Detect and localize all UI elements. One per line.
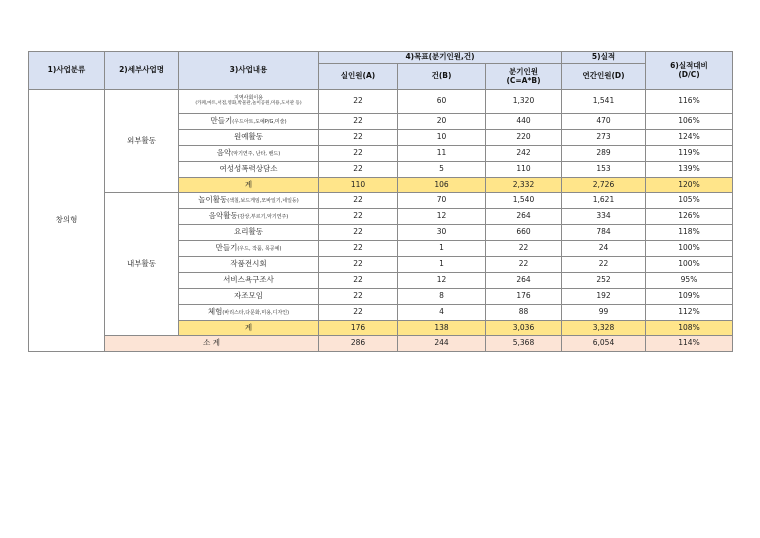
value-cell-ratio: 116% bbox=[646, 90, 733, 114]
value-cell-d: 1,621 bbox=[562, 193, 646, 209]
content-note: (감상,부르기,악기연주) bbox=[237, 214, 289, 221]
content-cell bbox=[179, 289, 319, 305]
value-cell-c: 242 bbox=[486, 146, 562, 162]
value-cell-a: 22 bbox=[319, 225, 398, 241]
value-cell-d: 252 bbox=[562, 273, 646, 289]
value-cell-a: 22 bbox=[319, 90, 398, 114]
value-cell-c: 88 bbox=[486, 305, 562, 321]
value-cell-d: 1,541 bbox=[562, 90, 646, 114]
value-cell-c: 264 bbox=[486, 209, 562, 225]
subtotal-value-a: 176 bbox=[319, 321, 398, 336]
subtotal-value-b: 138 bbox=[398, 321, 486, 336]
subtotal-value-ratio: 108% bbox=[646, 321, 733, 336]
header-ratio-label: 6)실적대비 bbox=[670, 60, 708, 70]
value-cell-c: 22 bbox=[486, 257, 562, 273]
value-cell-b: 12 bbox=[398, 273, 486, 289]
header-count: 건(B) bbox=[398, 64, 486, 90]
table-row bbox=[29, 193, 733, 209]
value-cell-ratio: 112% bbox=[646, 305, 733, 321]
value-cell-d: 192 bbox=[562, 289, 646, 305]
table-row bbox=[29, 90, 733, 114]
content-main: 원예활동 bbox=[234, 132, 263, 142]
subtotal-value-a: 110 bbox=[319, 178, 398, 193]
value-cell-a: 22 bbox=[319, 241, 398, 257]
value-cell-b: 8 bbox=[398, 289, 486, 305]
value-cell-d: 24 bbox=[562, 241, 646, 257]
performance-table bbox=[28, 51, 733, 352]
value-cell-c: 176 bbox=[486, 289, 562, 305]
header-quarter-persons bbox=[486, 64, 562, 90]
value-cell-ratio: 139% bbox=[646, 162, 733, 178]
subtotal-value-c: 2,332 bbox=[486, 178, 562, 193]
value-cell-a: 22 bbox=[319, 193, 398, 209]
content-cell bbox=[179, 146, 319, 162]
value-cell-c: 440 bbox=[486, 114, 562, 130]
content-cell bbox=[179, 130, 319, 146]
subtotal-value-c: 3,036 bbox=[486, 321, 562, 336]
subtotal-value-d: 2,726 bbox=[562, 178, 646, 193]
content-cell bbox=[179, 225, 319, 241]
value-cell-ratio: 100% bbox=[646, 241, 733, 257]
value-cell-c: 1,540 bbox=[486, 193, 562, 209]
content-main: 여성성폭력상담소 bbox=[219, 164, 278, 174]
value-cell-ratio: 105% bbox=[646, 193, 733, 209]
content-cell bbox=[179, 162, 319, 178]
content-main: 만들기 bbox=[215, 243, 238, 253]
value-cell-a: 22 bbox=[319, 209, 398, 225]
content-main: 서비스욕구조사 bbox=[223, 275, 274, 285]
header-target-group: 4)목표(분기인원,건) bbox=[319, 52, 562, 64]
content-note: (카페,마트,서점,영화,박물관,놀이공원,미용,도서관 등) bbox=[195, 101, 302, 107]
value-cell-d: 470 bbox=[562, 114, 646, 130]
value-cell-d: 784 bbox=[562, 225, 646, 241]
content-main: 체험 bbox=[207, 307, 223, 317]
value-cell-ratio: 119% bbox=[646, 146, 733, 162]
grand-total-label: 소 계 bbox=[105, 336, 319, 352]
value-cell-b: 1 bbox=[398, 257, 486, 273]
value-cell-b: 11 bbox=[398, 146, 486, 162]
value-cell-d: 22 bbox=[562, 257, 646, 273]
grand-total-value-ratio: 114% bbox=[646, 336, 733, 352]
subtotal-label: 계 bbox=[179, 321, 319, 336]
value-cell-c: 1,320 bbox=[486, 90, 562, 114]
value-cell-d: 153 bbox=[562, 162, 646, 178]
value-cell-d: 334 bbox=[562, 209, 646, 225]
value-cell-ratio: 106% bbox=[646, 114, 733, 130]
content-main: 작품전시회 bbox=[230, 259, 267, 269]
value-cell-d: 273 bbox=[562, 130, 646, 146]
value-cell-ratio: 118% bbox=[646, 225, 733, 241]
value-cell-c: 22 bbox=[486, 241, 562, 257]
value-cell-a: 22 bbox=[319, 289, 398, 305]
value-cell-b: 12 bbox=[398, 209, 486, 225]
header-ratio bbox=[646, 52, 733, 90]
header-actual-group: 5)실적 bbox=[562, 52, 646, 64]
content-cell bbox=[179, 90, 319, 114]
header-sub-category: 2)세부사업명 bbox=[105, 52, 179, 90]
content-cell bbox=[179, 193, 319, 209]
content-main: 지역사회이용 bbox=[234, 94, 263, 101]
sub-category-cell: 내부활동 bbox=[105, 193, 179, 336]
value-cell-d: 99 bbox=[562, 305, 646, 321]
content-cell bbox=[179, 305, 319, 321]
value-cell-c: 264 bbox=[486, 273, 562, 289]
value-cell-d: 289 bbox=[562, 146, 646, 162]
value-cell-a: 22 bbox=[319, 146, 398, 162]
value-cell-ratio: 124% bbox=[646, 130, 733, 146]
subtotal-value-ratio: 120% bbox=[646, 178, 733, 193]
content-cell bbox=[179, 114, 319, 130]
value-cell-b: 60 bbox=[398, 90, 486, 114]
content-note: (바리스타,다문화,미용,디자인) bbox=[222, 310, 290, 317]
content-main: 음악 bbox=[216, 148, 232, 158]
content-main: 만들기 bbox=[210, 116, 233, 126]
grand-total-value-d: 6,054 bbox=[562, 336, 646, 352]
value-cell-a: 22 bbox=[319, 305, 398, 321]
value-cell-ratio: 109% bbox=[646, 289, 733, 305]
value-cell-b: 20 bbox=[398, 114, 486, 130]
value-cell-b: 70 bbox=[398, 193, 486, 209]
content-note: (색칠,보드게임,모바일기,네일등) bbox=[227, 198, 299, 205]
content-note: (악기연주, 난타, 밴드) bbox=[231, 151, 281, 158]
value-cell-a: 22 bbox=[319, 273, 398, 289]
grand-total-row bbox=[29, 336, 733, 352]
header-quarter-formula: (C=A*B) bbox=[506, 75, 541, 85]
content-main: 음악활동 bbox=[208, 211, 238, 221]
value-cell-b: 4 bbox=[398, 305, 486, 321]
header-quarter-label: 분기인원 bbox=[509, 66, 538, 76]
header-real-persons: 실인원(A) bbox=[319, 64, 398, 90]
header-annual-persons: 연간인원(D) bbox=[562, 64, 646, 90]
value-cell-ratio: 95% bbox=[646, 273, 733, 289]
content-cell bbox=[179, 257, 319, 273]
content-main: 자조모임 bbox=[234, 291, 263, 301]
header-content: 3)사업내용 bbox=[179, 52, 319, 90]
content-cell bbox=[179, 273, 319, 289]
header-category: 1)사업분류 bbox=[29, 52, 105, 90]
grand-total-value-a: 286 bbox=[319, 336, 398, 352]
value-cell-ratio: 100% bbox=[646, 257, 733, 273]
content-main: 요리활동 bbox=[234, 227, 263, 237]
value-cell-b: 10 bbox=[398, 130, 486, 146]
table-body bbox=[29, 90, 733, 352]
header-ratio-sub: (D/C) bbox=[678, 69, 700, 79]
value-cell-a: 22 bbox=[319, 257, 398, 273]
content-cell bbox=[179, 241, 319, 257]
content-cell bbox=[179, 209, 319, 225]
value-cell-b: 1 bbox=[398, 241, 486, 257]
content-main: 놀이활동 bbox=[198, 195, 228, 205]
content-note: (우드아트,도예P/G,미술) bbox=[232, 119, 287, 126]
value-cell-a: 22 bbox=[319, 130, 398, 146]
content-note: (우드, 작품, 목공예) bbox=[237, 246, 282, 253]
value-cell-ratio: 126% bbox=[646, 209, 733, 225]
sub-category-cell: 외부활동 bbox=[105, 90, 179, 193]
subtotal-value-b: 106 bbox=[398, 178, 486, 193]
subtotal-value-d: 3,328 bbox=[562, 321, 646, 336]
grand-total-value-b: 244 bbox=[398, 336, 486, 352]
value-cell-a: 22 bbox=[319, 162, 398, 178]
subtotal-label: 계 bbox=[179, 178, 319, 193]
value-cell-b: 30 bbox=[398, 225, 486, 241]
value-cell-c: 660 bbox=[486, 225, 562, 241]
category-cell: 창의형 bbox=[29, 90, 105, 352]
value-cell-c: 110 bbox=[486, 162, 562, 178]
grand-total-value-c: 5,368 bbox=[486, 336, 562, 352]
value-cell-c: 220 bbox=[486, 130, 562, 146]
value-cell-b: 5 bbox=[398, 162, 486, 178]
value-cell-a: 22 bbox=[319, 114, 398, 130]
